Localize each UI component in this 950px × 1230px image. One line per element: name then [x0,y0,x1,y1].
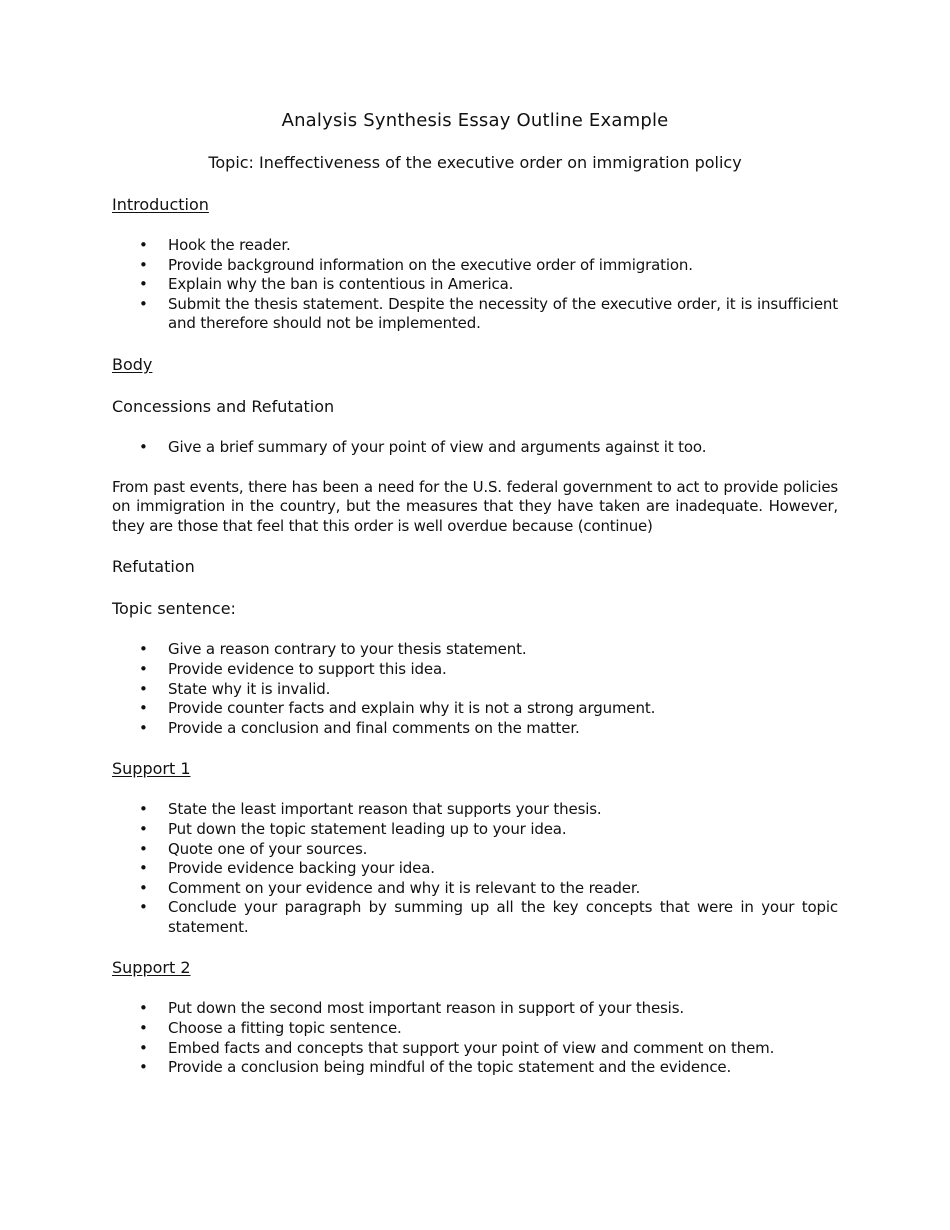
support2-list [112,999,838,1077]
concessions-heading: Concessions and Refutation [112,396,335,416]
list-item: • State why it is invalid. [112,680,838,700]
list-item: • Give a brief summary of your point of view and arguments against it too. [112,438,838,458]
list-item: • Embed facts and concepts that support your point of view and comment on them. [112,1039,838,1059]
document-topic: Topic: Ineffectiveness of the executive order on immigration policy [208,153,742,172]
list-item: • Submit the thesis statement. Despite the necessity of the executive order, it is insufficient and therefore should not be implemented. [112,295,838,334]
body-heading: Body [112,354,153,374]
introduction-heading: Introduction [112,195,209,214]
refutation-list [112,640,838,738]
list-item: • Put down the topic statement leading up to your idea. [112,820,838,840]
concessions-list [112,438,838,458]
list-item: • Provide counter facts and explain why it is not a strong argument. [112,699,838,719]
document-title: Analysis Synthesis Essay Outline Example [281,110,669,131]
body-paragraph: From past events, there has been a need for the U.S. federal government to act to provide policies on immigration in the country, but the measures that they have taken are inadequate. However, they are those that feel that this order is well overdue because (continue) [112,477,838,535]
refutation-heading: Refutation [112,557,195,577]
list-item: • Provide background information on the executive order of immigration. [112,256,838,276]
list-item: • State the least important reason that supports your thesis. [112,800,838,820]
list-item: • Provide evidence to support this idea. [112,660,838,680]
list-item: • Choose a fitting topic sentence. [112,1019,838,1039]
list-item: • Conclude your paragraph by summing up all the key concepts that were in your topic statement. [112,898,838,937]
list-item: • Comment on your evidence and why it is relevant to the reader. [112,879,838,899]
list-item: • Explain why the ban is contentious in America. [112,275,838,295]
support1-list [112,800,838,937]
list-item: • Provide evidence backing your idea. [112,859,838,879]
support2-heading: Support 2 [112,958,191,978]
list-item: • Hook the reader. [112,236,838,256]
introduction-list [112,236,838,334]
list-item: • Quote one of your sources. [112,840,838,860]
document-page [112,108,838,1098]
list-item: • Provide a conclusion and final comments on the matter. [112,719,838,739]
list-item: • Provide a conclusion being mindful of the topic statement and the evidence. [112,1058,838,1078]
topic-sentence-heading: Topic sentence: [112,599,236,619]
list-item: • Give a reason contrary to your thesis statement. [112,640,838,660]
list-item: • Put down the second most important reason in support of your thesis. [112,999,838,1019]
support1-heading: Support 1 [112,759,191,779]
